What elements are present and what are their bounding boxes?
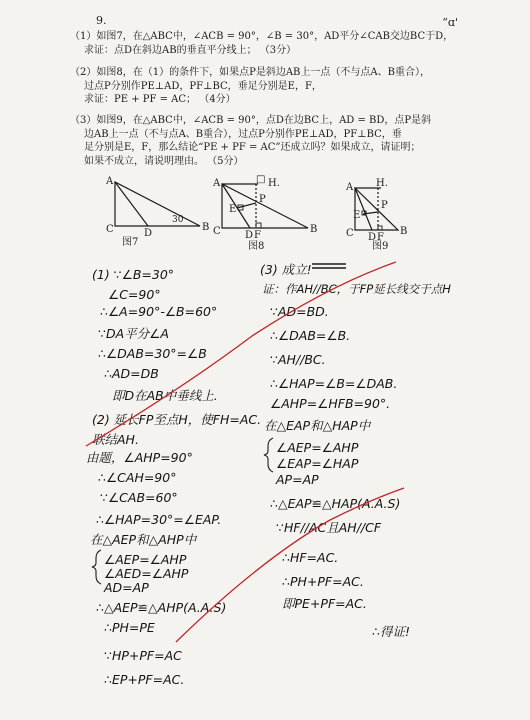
fig9-label-a: A [346, 182, 354, 193]
answer-right-line: ∴HF=AC. [282, 550, 339, 565]
fig8-label-f: F [254, 230, 261, 241]
answer-left-line: ∴PH=PE [104, 620, 155, 635]
answer-right-line: ∴∠DAB=∠B. [270, 328, 351, 343]
fig9-label-d: D [368, 232, 377, 243]
answer-right-line: ∠AHP=∠HFB=90°. [270, 396, 391, 411]
fig8-label-box: □ [256, 174, 266, 185]
answer-right-line: 证：作AH//BC，于FP延长线交于点H [262, 282, 451, 296]
question-2-line: （2）如图8，在（1）的条件下，如果点P是斜边AB上一点（不与点A、B重合）， [70, 67, 430, 78]
answer-left-line: ∴△AEP≌△AHP(A.A.S) [96, 600, 227, 615]
corner-mark: “ɑ' [442, 16, 458, 29]
fig9-label-c: C [346, 228, 354, 239]
fig8-label-e: E [229, 204, 237, 215]
red-check-stroke-lower [176, 488, 404, 642]
question-3-line: 足分别是E，F，那么结论“PE + PF = AC”还成立吗？如果成立，请证明； [84, 142, 421, 153]
question-1-line: （1）如图7，在△ABC中，∠ACB = 90°，∠B = 30°，AD平分∠CAB交边BC于D， [70, 31, 454, 42]
question-1-line: 求证：点D在斜边AB的垂直平分线上； （3分） [84, 44, 297, 56]
answer-right-line: ∵AD=BD. [270, 304, 329, 319]
question-2-line: 过点P分别作PE⊥AD，PF⊥BC，垂足分别是E，F， [84, 80, 322, 92]
answer-right-line: ∠EAP=∠HAP [276, 456, 359, 471]
fig8-label-d: D [245, 230, 254, 241]
answer-left-line: (2) 延长FP至点H，使FH=AC. [92, 412, 262, 427]
fig7-label-d: D [144, 228, 153, 239]
answer-right-line: ∴∠HAP=∠B=∠DAB. [270, 376, 398, 391]
fig9-label-e: E [353, 210, 361, 221]
fig7-label-c: C [106, 224, 114, 235]
fig8-caption: 图8 [248, 241, 265, 252]
question-3-line: 如果不成立，请说明理由。 （5分） [84, 155, 244, 167]
fig7-caption: 图7 [122, 237, 139, 248]
answer-right-line: 在△EAP和△HAP中 [264, 418, 371, 433]
answer-left-line: 由题，∠AHP=90° [86, 450, 193, 465]
answer-left-line: ∴∠CAH=90° [98, 470, 177, 485]
answer-left-line: (1) ∵∠B=30° [92, 267, 175, 282]
fig8-label-h: H. [268, 178, 280, 189]
answer-left-line: ∴∠A=90°-∠B=60° [100, 304, 218, 319]
question-3-line: （3）如图9，在△ABC中，∠ACB = 90°，点D在边BC上，AD = BD，点P是斜 [70, 115, 432, 126]
fig9-label-f: F [377, 232, 384, 243]
fig7-label-angle: 30 [172, 215, 184, 225]
fig9-label-h: H. [376, 178, 388, 189]
answer-left-line: ∴AD=DB [104, 366, 159, 381]
answer-left-line: ∵DA平分∠A [98, 326, 169, 341]
answer-right-line: (3) 成立! [260, 262, 312, 277]
answer-left-line: ∵∠CAB=60° [100, 490, 178, 505]
fig8-label-p: P [259, 194, 266, 205]
answer-left-line: ∵HP+PF=AC [104, 648, 182, 663]
question-3-line: 边AB上一点（不与点A、B重合），过点P分别作PE⊥AD，PF⊥BC，垂 [84, 128, 402, 140]
answer-left-line: AD=AP [104, 580, 149, 595]
answer-right-line: ∴得证! [372, 624, 410, 639]
answer-right-line: 即PE+PF=AC. [282, 596, 367, 611]
answer-left-line: ∠AEP=∠AHP [104, 552, 187, 567]
answer-left-line: ∴∠HAP=30°=∠EAP. [96, 512, 222, 527]
answer-left-line: ∴∠DAB=30°=∠B [98, 346, 207, 361]
red-check-stroke-upper [86, 262, 396, 446]
answer-left-line: ∴EP+PF=AC. [104, 672, 185, 687]
answer-right-line: ∴△EAP≌△HAP(A.A.S) [270, 496, 401, 511]
answer-right-line: ∵HF//AC且AH//CF [276, 520, 382, 535]
answer-left-line: ∠C=90° [108, 287, 161, 302]
fig8-label-b: B [310, 224, 318, 235]
answer-right-line: ∵AH//BC. [270, 352, 326, 367]
fig9-label-p: P [381, 200, 388, 211]
answer-left-line: 联结AH. [92, 432, 139, 447]
question-2-line: 求证：PE + PF = AC； （4分） [84, 94, 236, 105]
fig9-label-b: B [400, 226, 408, 237]
answer-right-line: ∴PH+PF=AC. [282, 574, 364, 589]
fig8-label-c: C [213, 226, 221, 237]
fig7-label-b: B [202, 222, 210, 233]
answer-left-line: ∠AED=∠AHP [104, 566, 189, 581]
fig9-caption: 图9 [372, 241, 389, 252]
question-number: 9. [96, 14, 107, 27]
answer-right-line: ∠AEP=∠AHP [276, 440, 359, 455]
answer-right-line: AP=AP [276, 472, 319, 487]
answer-left-line: 在△AEP和△AHP中 [90, 532, 197, 547]
fig8-label-a: A [213, 178, 221, 189]
answer-left-line: 即D在AB中垂线上. [112, 388, 218, 403]
fig7-label-a: A [106, 176, 114, 187]
